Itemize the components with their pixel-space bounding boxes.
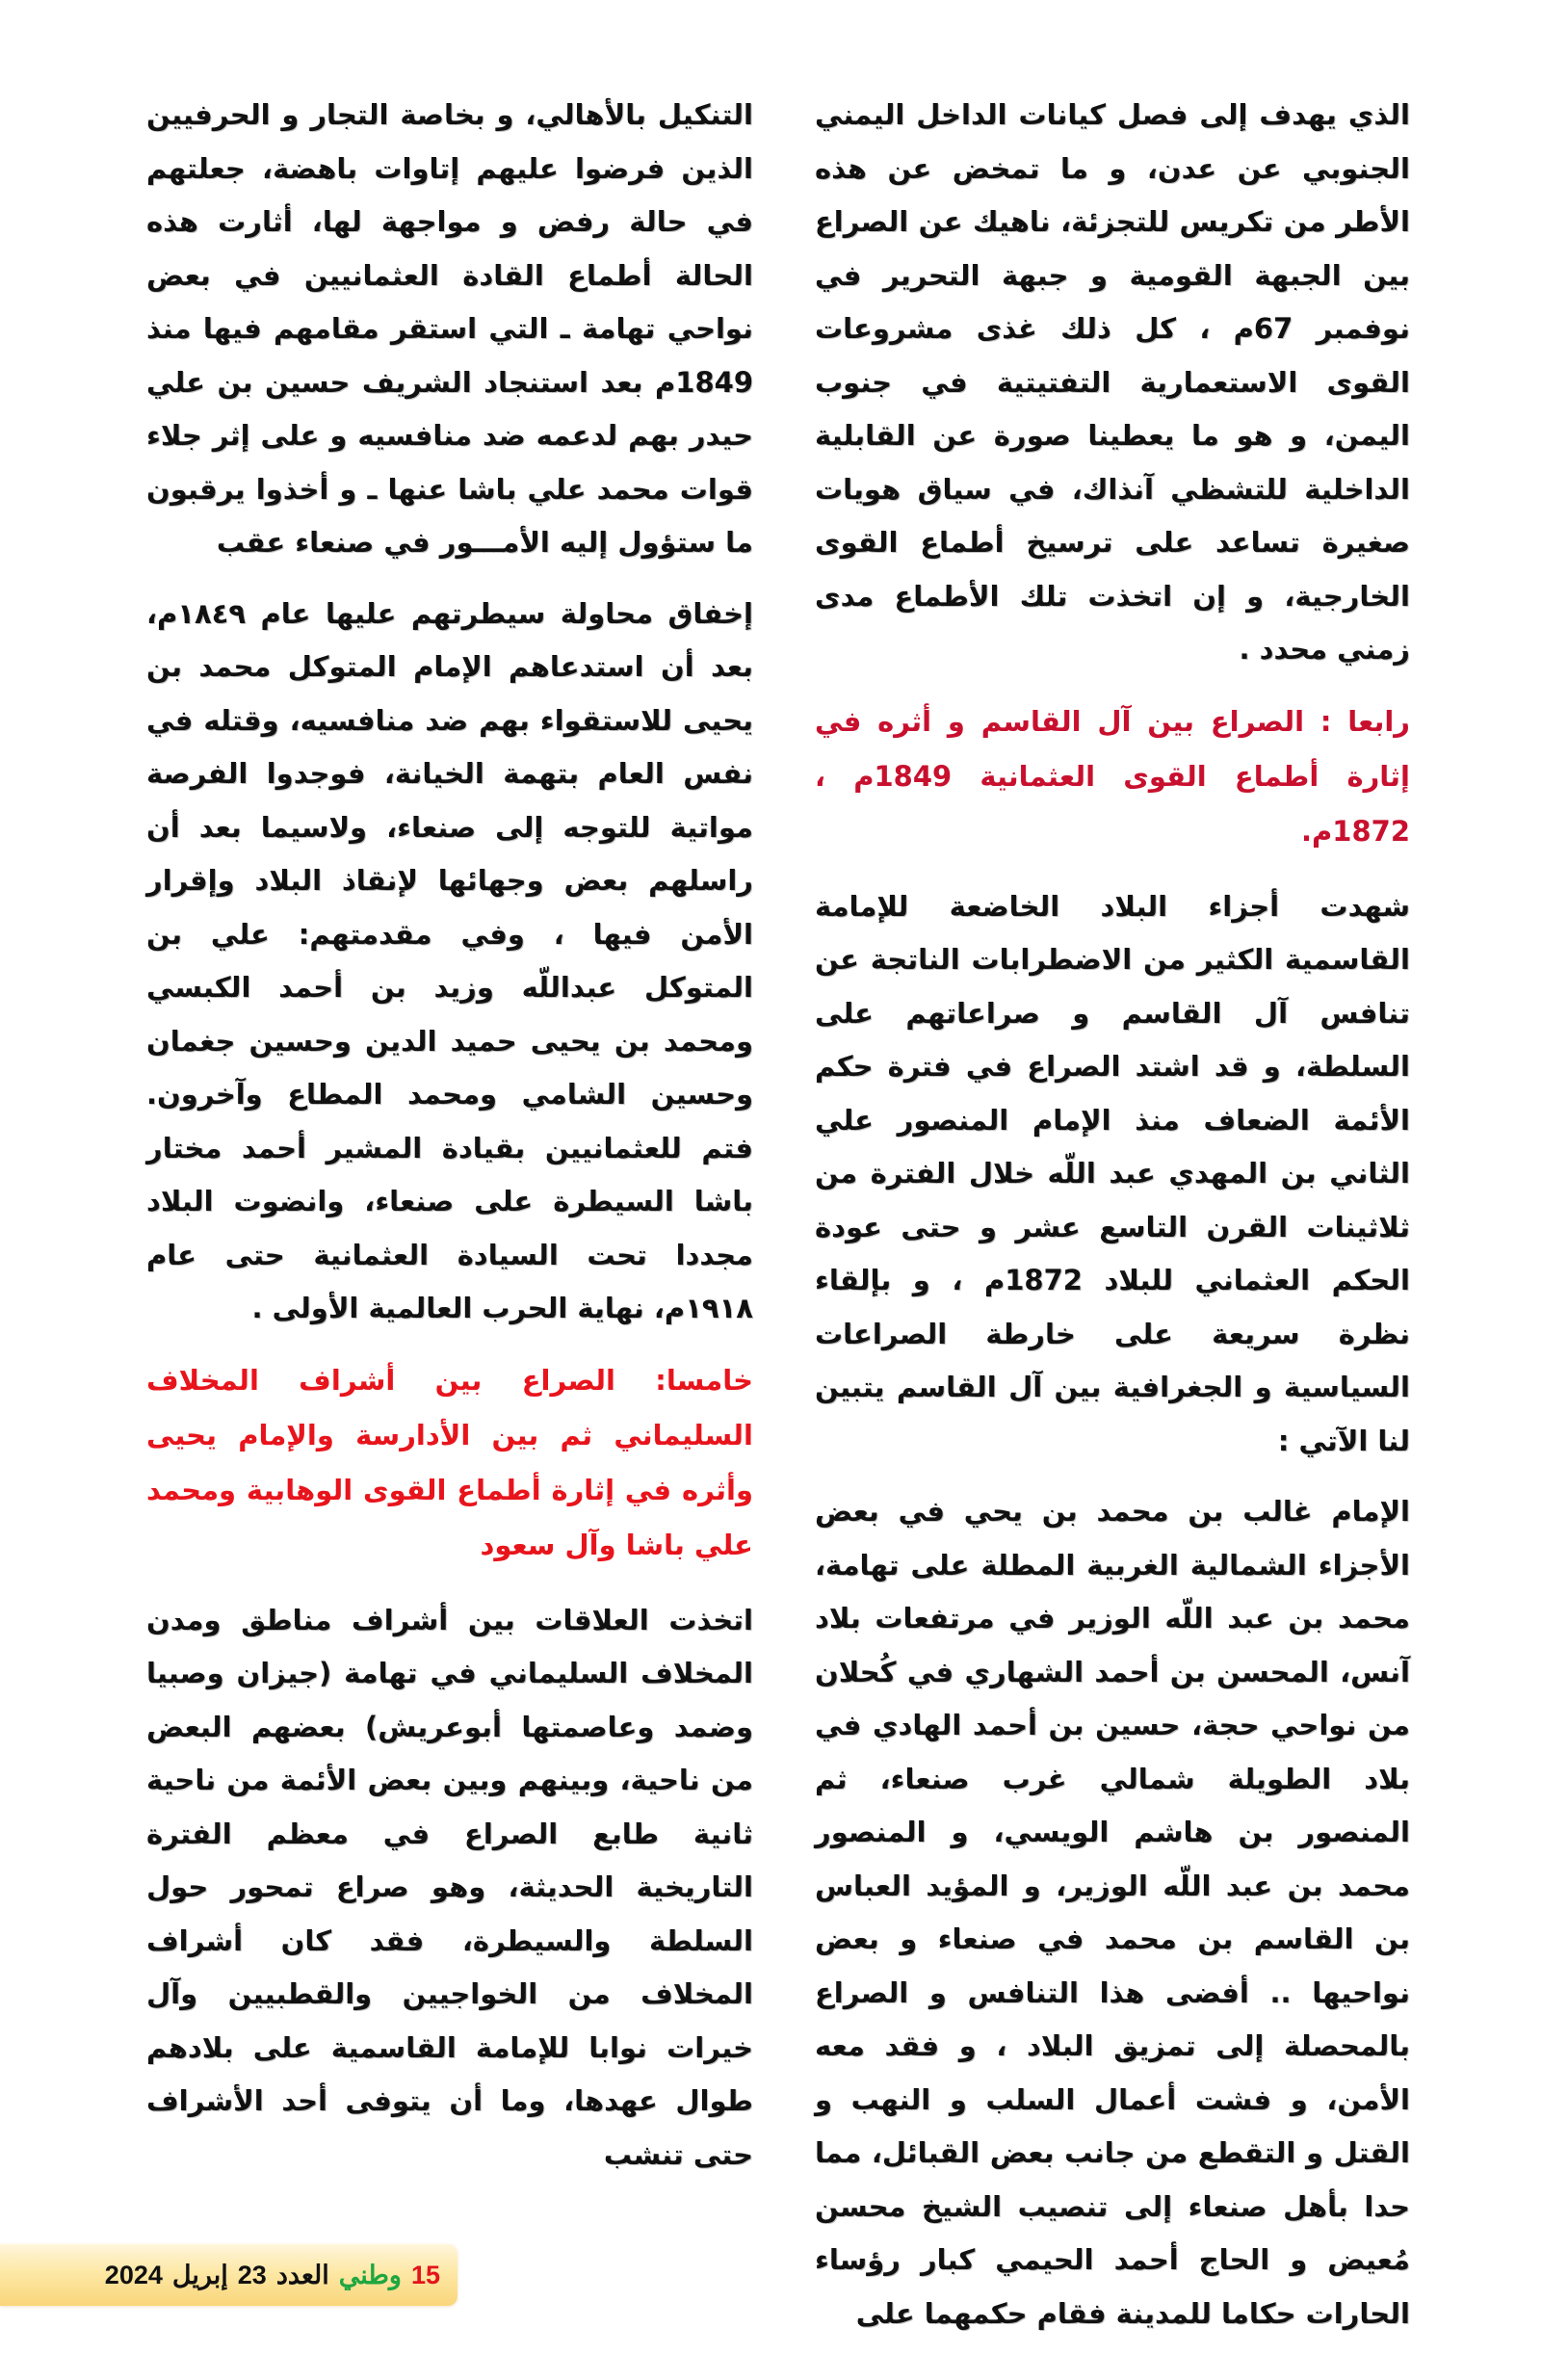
paragraph: التنكيل بالأهالي، و بخاصة التجار و الحرفيين الذين فرضوا عليهم إتاوات باهضة، جعلتهم في حالة رفض و مواجهة لها، أثارت هذه الحالة أطماع القادة العثمانيين في بعض نواحي تهامة ـ التي استقر مقامهم فيها منذ 1849م بعد استنجاد الشريف حسين بن علي حيدر بهم لدعمه ضد منافسيه و على إثر جلاء قوات محمد علي باشا عنها ـ و أخذوا يرقبون ما ستؤول إليه الأمـــور في صنعاء عقب <box>146 98 753 559</box>
issue-month: إبريل <box>171 2260 228 2289</box>
left-column <box>146 89 753 2199</box>
issue-number: 23 <box>237 2260 267 2289</box>
magazine-brand: وطني <box>338 2260 402 2289</box>
paragraph: الذي يهدف إلى فصل كيانات الداخل اليمني الجنوبي عن عدن، و ما تمخض عن هذه الأطر من تكريس للتجزئة، ناهيك عن الصراع بين الجبهة القومية و جبهة التحرير في نوفمبر 67م ، كل ذلك غذى مشروعات القوى الاستعمارية التفتيتية في جنوب اليمن، و هو ما يعطينا صورة عن القابلية الداخلية للتشظي آنذاك، في سياق هويات صغيرة تساعد على ترسيخ أطماع القوى الخارجية، و إن اتخذت تلك الأطماع مدى زمني محدد . <box>815 98 1410 666</box>
paragraph: الإمام غالب بن محمد بن يحي في بعض الأجزاء الشمالية الغربية المطلة على تهامة، محمد بن عبد اللّه الوزير في مرتفعات بلاد آنس، المحسن بن أحمد الشهاري في كُحلان من نواحي حجة، حسين بن أحمد الهادي في بلاد الطويلة شمالي غرب صنعاء، ثم المنصور بن هاشم الويسي، و المنصور محمد بن عبد اللّه الوزير، و المؤيد العباس بن القاسم بن محمد في صنعاء و بعض نواحيها .. أفضى هذا التنافس و الصراع بالمحصلة إلى تمزيق البلاد ، و فقد معه الأمن، و فشت أعمال السلب و النهب و القتل و التقطع من جانب بعض القبائل، مما حدا بأهل صنعاء إلى تنصيب الشيخ محسن مُعيض و الحاج أحمد الحيمي كبار رؤساء الحارات حكاما للمدينة فقام حكمهما على <box>815 1495 1410 2330</box>
paragraph: إخفاق محاولة سيطرتهم عليها عام ١٨٤٩م، بعد أن استدعاهم الإمام المتوكل محمد بن يحيى للاستقواء بهم ضد منافسيه، وقتله في نفس العام بتهمة الخيانة، فوجدوا الفرصة مواتية للتوجه إلى صنعاء، ولاسيما بعد أن راسلهم بعض وجهائها لإنقاذ البلاد وإقرار الأمن فيها ، وفي مقدمتهم: علي بن المتوكل عبداللّه وزيد بن أحمد الكبسي ومحمد بن يحيى حميد الدين وحسين جغمان وحسين الشامي ومحمد المطاع وآخرون. فتم للعثمانيين بقيادة المشير أحمد مختار باشا السيطرة على صنعاء، وانضوت البلاد مجددا تحت السيادة العثمانية حتى عام ١٩١٨م، نهاية الحرب العالمية الأولى . <box>146 596 753 1324</box>
section-heading-fifth: خامسا: الصراع بين أشراف المخلاف السليماني ثم بين الأدارسة والإمام يحيى وأثره في إثارة أطماع القوى الوهابية ومحمد علي باشا وآل سعود <box>146 1363 753 1561</box>
page-footer <box>0 2244 457 2306</box>
page-number: 15 <box>410 2260 440 2289</box>
right-column <box>815 89 1410 2358</box>
issue-label: العدد <box>275 2260 329 2289</box>
section-heading-fourth: رابعا : الصراع بين آل القاسم و أثره في إثارة أطماع القوى العثمانية 1849م ، 1872م. <box>815 704 1410 848</box>
issue-year: 2024 <box>104 2260 163 2289</box>
paragraph: شهدت أجزاء البلاد الخاضعة للإمامة القاسمية الكثير من الاضطرابات الناتجة عن تنافس آل القاسم و صراعاتهم على السلطة، و قد اشتد الصراع في فترة حكم الأئمة الضعاف منذ الإمام المنصور علي الثاني بن المهدي عبد اللّه خلال الفترة من ثلاثينات القرن التاسع عشر و حتى عودة الحكم العثماني للبلاد 1872م ، و بإلقاء نظرة سريعة على خارطة الصراعات السياسية و الجغرافية بين آل القاسم يتبين لنا الآتي : <box>815 889 1410 1457</box>
paragraph: اتخذت العلاقات بين أشراف مناطق ومدن المخلاف السليماني في تهامة (جيزان وصبيا وضمد وعاصمتها أبوعريش) بعضهم البعض من ناحية، وبينهم وبين بعض الأئمة من ناحية ثانية طابع الصراع في معظم الفترة التاريخية الحديثة، وهو صراع تمحور حول السلطة والسيطرة، فقد كان أشراف المخلاف من الخواجيين والقطبيين وآل خيرات نوابا للإمامة القاسمية على بلادهم طوال عهدها، وما أن يتوفى أحد الأشراف حتى تنشب <box>146 1603 753 2171</box>
